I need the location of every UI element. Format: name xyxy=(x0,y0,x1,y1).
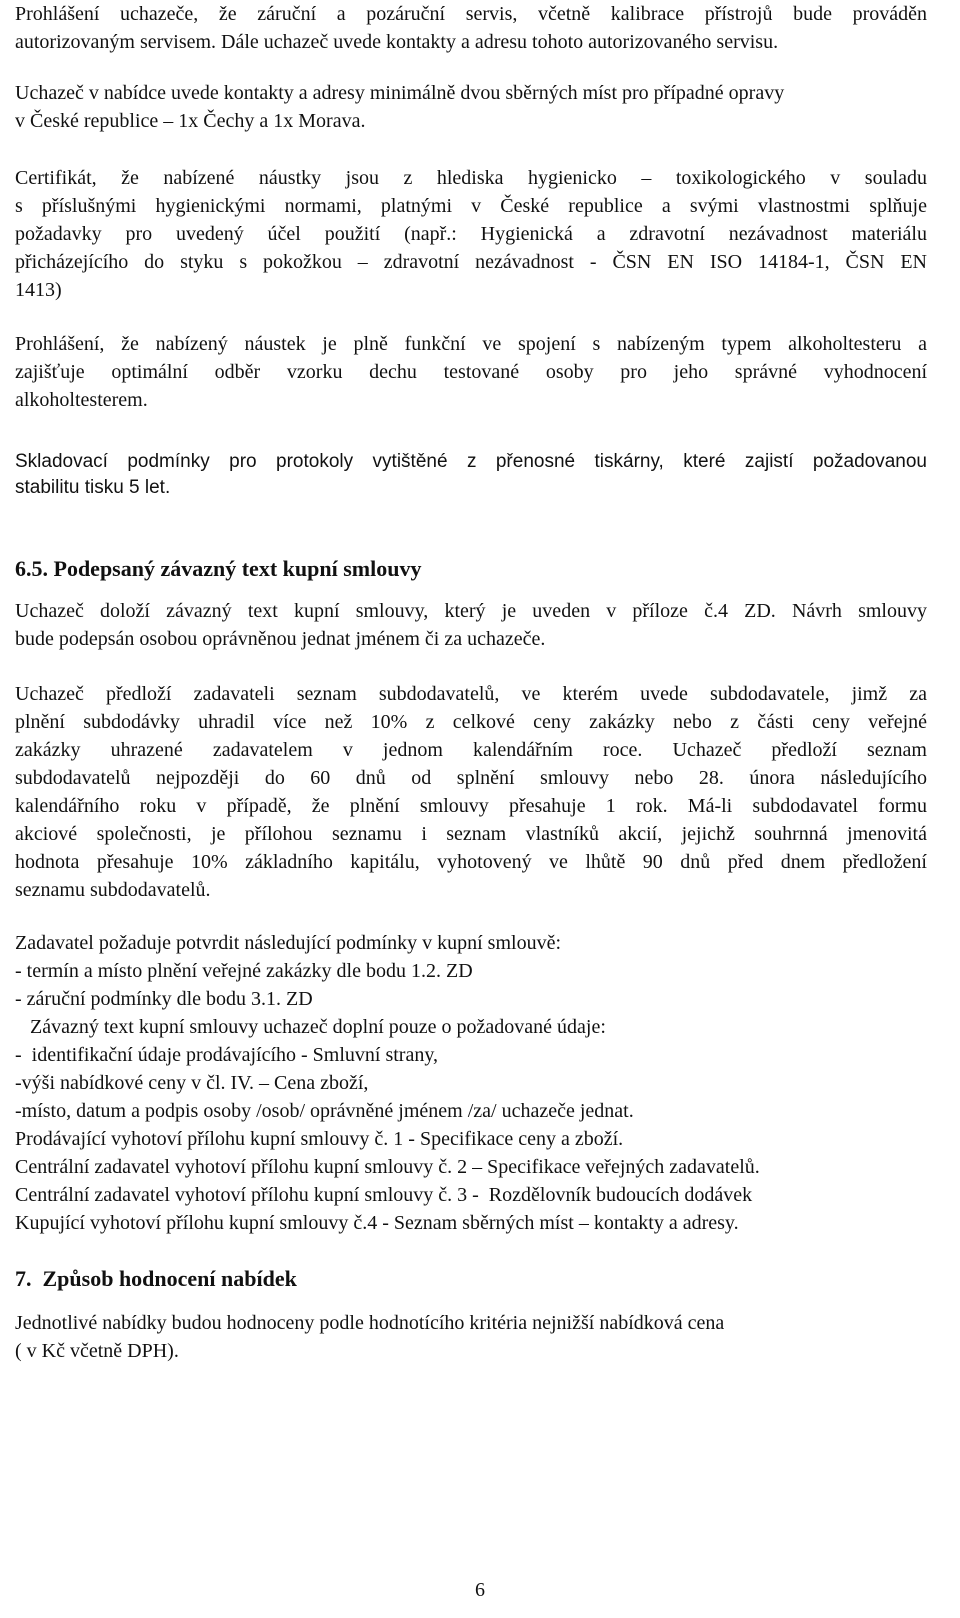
text-line: Uchazeč v nabídce uvede kontakty a adresy minimálně dvou sběrných míst pro případné opravy xyxy=(15,82,785,104)
heading-section-7: 7. Způsob hodnocení nabídek xyxy=(15,1266,297,1291)
text-line: Skladovací podmínky pro protokoly vytištěné z přenosné tiskárny, které zajistí požadovanou xyxy=(15,451,927,472)
text-line: požadavky pro uvedený účel použití (např.: Hygienická a zdravotní nezávadnost materiálu xyxy=(15,223,927,245)
text-line: subdodavatelů nejpozději do 60 dnů od splnění smlouvy nebo 28. února následujícího xyxy=(15,767,927,789)
text-line: Závazný text kupní smlouvy uchazeč doplní pouze o požadované údaje: xyxy=(15,1016,606,1038)
paragraph-contract-text xyxy=(15,597,927,653)
text-line: v České republice – 1x Čechy a 1x Morava. xyxy=(15,110,366,132)
text-line: - termín a místo plnění veřejné zakázky dle bodu 1.2. ZD xyxy=(15,960,473,982)
text-line: stabilitu tisku 5 let. xyxy=(15,477,171,498)
text-line: -výši nabídkové ceny v čl. IV. – Cena zboží, xyxy=(15,1072,369,1094)
text-line: Uchazeč doloží závazný text kupní smlouvy, který je uveden v příloze č.4 ZD. Návrh smlouvy xyxy=(15,600,927,622)
text-line: ( v Kč včetně DPH). xyxy=(15,1340,179,1362)
text-line: s příslušnými hygienickými normami, platnými v České republice a svými vlastnostmi splňuje xyxy=(15,195,927,217)
text-line: seznamu subdodavatelů. xyxy=(15,879,211,901)
paragraph-mouthpiece-declaration xyxy=(15,330,927,414)
text-line: - záruční podmínky dle bodu 3.1. ZD xyxy=(15,988,313,1010)
text-line: Prohlášení, že nabízený náustek je plně funkční ve spojení s nabízeným typem alkoholtesteru a xyxy=(15,333,927,355)
text-line: Uchazeč předloží zadavateli seznam subdodavatelů, ve kterém uvede subdodavatele, jimž za xyxy=(15,683,927,705)
text-line: kalendářního roku v případě, že plnění smlouvy přesahuje 1 rok. Má-li subdodavatel formu xyxy=(15,795,927,817)
paragraph-warranty-service xyxy=(15,0,927,56)
paragraph-subcontractors xyxy=(15,680,927,904)
text-line: Prohlášení uchazeče, že záruční a pozáruční servis, včetně kalibrace přístrojů bude prováděn xyxy=(15,3,927,25)
paragraph-evaluation xyxy=(15,1309,927,1365)
text-line: - identifikační údaje prodávajícího - Smluvní strany, xyxy=(15,1044,439,1066)
text-line: Prodávající vyhotoví přílohu kupní smlouvy č. 1 - Specifikace ceny a zboží. xyxy=(15,1128,624,1150)
text-line: autorizovaným servisem. Dále uchazeč uvede kontakty a adresu tohoto autorizovaného servisu. xyxy=(15,31,779,53)
text-line: -místo, datum a podpis osoby /osob/ oprávněné jménem /za/ uchazeče jednat. xyxy=(15,1100,634,1122)
text-line: Zadavatel požaduje potvrdit následující podmínky v kupní smlouvě: xyxy=(15,932,561,954)
paragraph-contract-conditions xyxy=(15,929,927,1237)
text-line: plnění subdodávky uhradil více než 10% z celkové ceny zakázky nebo z části ceny veřejné xyxy=(15,711,927,733)
paragraph-collection-points xyxy=(15,79,927,135)
text-line: 1413) xyxy=(15,279,62,301)
paragraph-hygiene-certificate xyxy=(15,164,927,304)
text-line: zakázky uhrazené zadavatelem v jednom kalendářním roce. Uchazeč předloží seznam xyxy=(15,739,927,761)
text-line: bude podepsán osobou oprávněnou jednat jménem či za uchazeče. xyxy=(15,628,546,650)
heading-section-6-5: 6.5. Podepsaný závazný text kupní smlouvy xyxy=(15,556,422,581)
text-line: přicházejícího do styku s pokožkou – zdravotní nezávadnost - ČSN EN ISO 14184-1, ČSN EN xyxy=(15,251,927,273)
text-line: zajišťuje optimální odběr vzorku dechu testované osoby pro jeho správné vyhodnocení xyxy=(15,361,927,383)
text-line: akciové společnosti, je přílohou seznamu i seznam vlastníků akcií, jejichž souhrnná jmenovitá xyxy=(15,823,927,845)
page-number: 6 xyxy=(475,1579,485,1601)
text-line: Centrální zadavatel vyhotoví přílohu kupní smlouvy č. 2 – Specifikace veřejných zadavatelů. xyxy=(15,1156,760,1178)
text-line: alkoholtesterem. xyxy=(15,389,148,411)
paragraph-storage-conditions xyxy=(15,449,927,501)
text-line: Centrální zadavatel vyhotoví přílohu kupní smlouvy č. 3 - Rozdělovník budoucích dodávek xyxy=(15,1184,753,1206)
text-line: hodnota přesahuje 10% základního kapitálu, vyhotovený ve lhůtě 90 dnů před dnem předložení xyxy=(15,851,927,873)
text-line: Certifikát, že nabízené náustky jsou z hlediska hygienicko – toxikologického v souladu xyxy=(15,167,927,189)
text-line: Kupující vyhotoví přílohu kupní smlouvy č.4 - Seznam sběrných míst – kontakty a adresy. xyxy=(15,1212,739,1234)
text-line: Jednotlivé nabídky budou hodnoceny podle hodnotícího kritéria nejnižší nabídková cena xyxy=(15,1312,725,1334)
